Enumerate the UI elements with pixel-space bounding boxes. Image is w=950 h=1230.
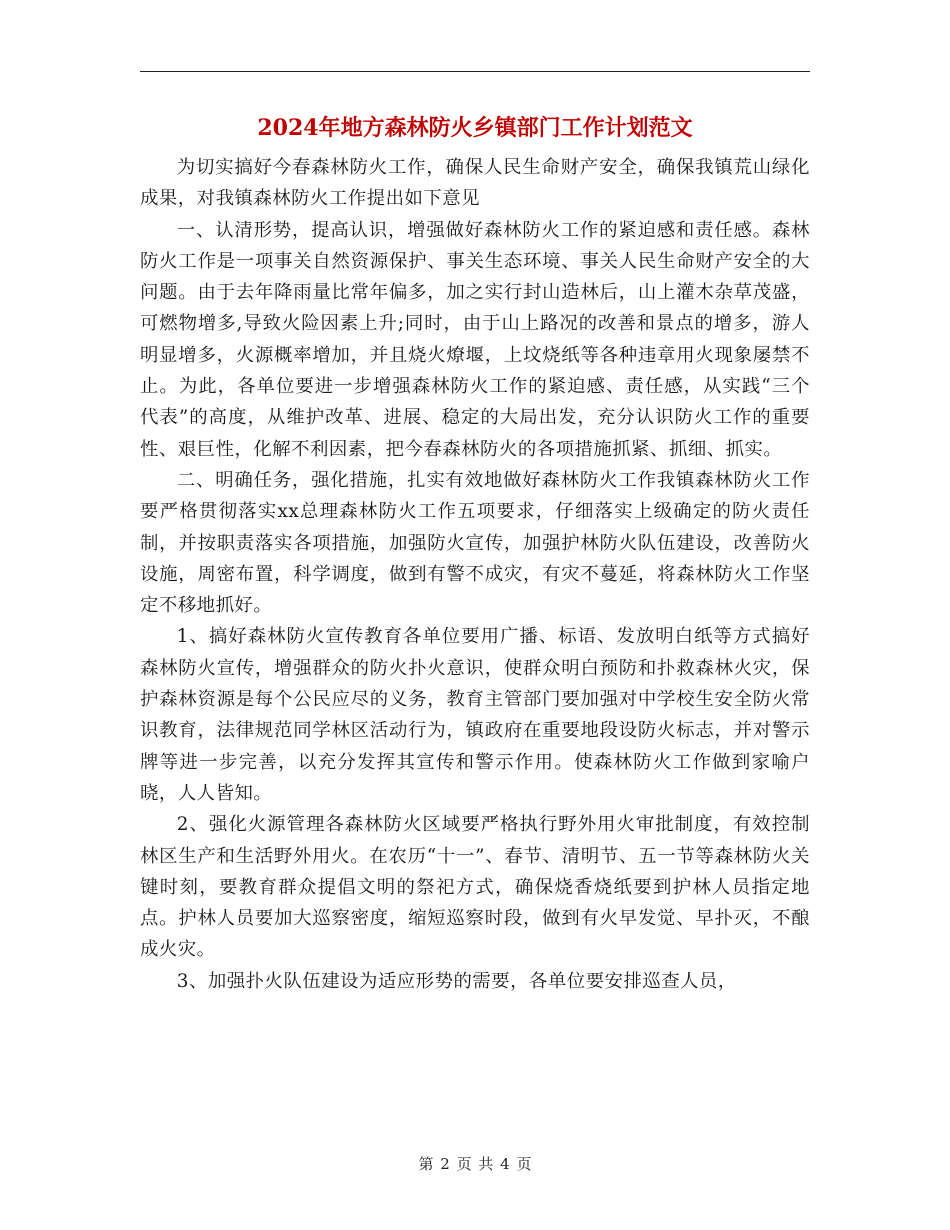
paragraph-intro: 为切实搞好今春森林防火工作，确保人民生命财产安全，确保我镇荒山绿化成果，对我镇森林防火工作提出如下意见 xyxy=(140,157,810,210)
document-title: 2024年地方森林防火乡镇部门工作计划范文 xyxy=(257,115,693,141)
paragraph-item-1: 1、搞好森林防火宣传教育各单位要用广播、标语、发放明白纸等方式搞好森林防火宣传，增强群众的防火扑火意识，使群众明白预防和扑救森林火灾，保护森林资源是每个公民应尽的义务，教育主管部门要加强对中学校生安全防火常识教育，法律规范同学林区活动行为，镇政府在重要地段设防火标志，并对警示牌等进一步完善，以充分发挥其宣传和警示作用。使森林防火工作做到家喻户晓，人人皆知。 xyxy=(140,626,810,804)
page-number-footer: 第 2 页 共 4 页 xyxy=(418,1155,532,1173)
paragraph-item-3: 3、加强扑火队伍建设为适应形势的需要，各单位要安排巡查人员， xyxy=(176,970,737,992)
paragraph-section-2: 二、明确任务，强化措施，扎实有效地做好森林防火工作我镇森林防火工作要严格贯彻落实xx总理森林防火工作五项要求，仔细落实上级确定的防火责任制，并按职责落实各项措施，加强防火宣传，加强护林防火队伍建设，改善防火设施，周密布置，科学调度，做到有警不成灾，有灾不蔓延，将森林防火工作坚定不移地抓好。 xyxy=(140,469,810,617)
header-rule xyxy=(140,71,810,72)
document-body xyxy=(140,152,810,997)
paragraph-item-2: 2、强化火源管理各森林防火区域要严格执行野外用火审批制度，有效控制林区生产和生活野外用火。在农历“十一”、春节、清明节、五一节等森林防火关键时刻，要教育群众提倡文明的祭祀方式，确保烧香烧纸要到护林人员指定地点。护林人员要加大巡察密度，缩短巡察时段，做到有火早发觉、早扑灭，不酿成火灾。 xyxy=(140,814,810,961)
paragraph-section-1: 一、认清形势，提高认识，增强做好森林防火工作的紧迫感和责任感。森林防火工作是一项事关自然资源保护、事关生态环境、事关人民生命财产安全的大问题。由于去年降雨量比常年偏多，加之实行封山造林后，山上灌木杂草茂盛，可燃物增多,导致火险因素上升;同时，由于山上路况的改善和景点的增多，游人明显增多，火源概率增加，并且烧火燎堰，上坟烧纸等各种违章用火现象屡禁不止。为此，各单位要进一步增强森林防火工作的紧迫感、责任感，从实践“三个代表”的高度，从维护改革、进展、稳定的大局出发，充分认识防火工作的重要性、艰巨性，化解不利因素，把今春森林防火的各项措施抓紧、抓细、抓实。 xyxy=(140,219,810,460)
